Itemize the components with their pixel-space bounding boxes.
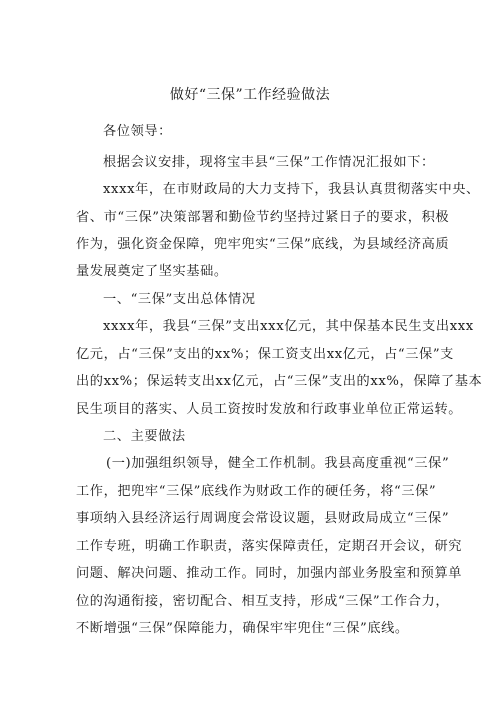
paragraph-line: 工作专班，明确工作职责，落实保障责任，定期召开会议，研究 bbox=[76, 539, 463, 554]
paragraph-line: 工作，把兜牢“三保”底线作为财政工作的硬任务，将“三保” bbox=[76, 484, 437, 499]
paragraph-line: 不断增强“三保”保障能力，确保牢牢兜住“三保”底线。 bbox=[76, 621, 409, 636]
paragraph-line: 问题、解决问题、推动工作。同时，加强内部业务股室和预算单 bbox=[76, 566, 463, 581]
section-heading: 二、主要做法 bbox=[103, 429, 186, 444]
paragraph-line: 事项纳入县经济运行周调度会常设议题，县财政局成立“三保” bbox=[76, 511, 450, 526]
paragraph-line: xxxx年，在市财政局的大力支持下，我县认真贯彻落实中央、 bbox=[103, 182, 480, 197]
paragraph-line: 作为，强化资金保障，兜牢兜实“三保”底线，为县域经济高质 bbox=[76, 237, 450, 252]
paragraph-line: 出的xx%；保运转支出xx亿元，占“三保”支出的xx%，保障了基本 bbox=[76, 374, 483, 389]
section-heading: 一、“三保”支出总体情况 bbox=[103, 292, 256, 307]
paragraph-line: 位的沟通衔接，密切配合、相互支持，形成“三保”工作合力， bbox=[76, 594, 450, 609]
salutation: 各位领导： bbox=[103, 124, 172, 139]
document-title: 做好“三保”工作经验做法 bbox=[169, 87, 331, 103]
paragraph-line: 民生项目的落实、人员工资按时发放和行政事业单位正常运转。 bbox=[76, 402, 463, 417]
paragraph-line: 根据会议安排，现将宝丰县“三保”工作情况汇报如下： bbox=[103, 155, 435, 170]
paragraph-line: (一)加强组织领导，健全工作机制。我县高度重视“三保” bbox=[106, 456, 450, 471]
paragraph-line: xxxx年，我县“三保”支出xxx亿元，其中保基本民生支出xxx bbox=[103, 319, 474, 334]
paragraph-line: 量发展奠定了坚实基础。 bbox=[76, 264, 228, 279]
paragraph-line: 省、市“三保”决策部署和勤俭节约坚持过紧日子的要求，积极 bbox=[76, 210, 450, 225]
paragraph-line: 亿元，占“三保”支出的xx%；保工资支出xx亿元，占“三保”支 bbox=[76, 347, 454, 362]
